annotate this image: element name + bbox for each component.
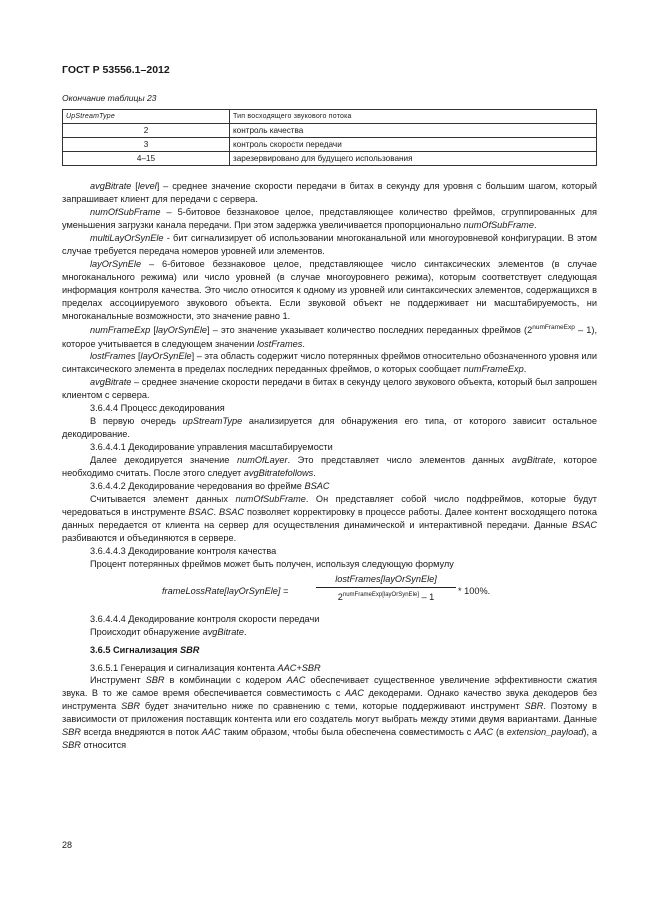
text: .: [313, 468, 316, 479]
term: SBR: [62, 727, 81, 738]
document-body: [62, 180, 597, 752]
formula-numerator: lostFrames[layOrSynEle]: [316, 573, 456, 588]
text: – 6-битовое беззнаковое целое, представляющее число синтаксических элементов (в случае многоканального режима) или число уровней (в случае многоуровнего режима), которым соответствует следующая информация контроля качества. Это число относится к одному из уровней или синтаксических элементов, содержащихся в пределах ассоциируемого звукового объекта. Если звуковой объект не поддерживает ни масштабируемость, ни многоканальные возможности, это значение равно 1.: [62, 258, 597, 321]
subsection-heading: 3.6.4.4.1 Декодирование управления масштабируемости: [90, 442, 333, 453]
paragraph: [62, 232, 597, 258]
term: SBR: [145, 675, 165, 686]
subsection-heading: [62, 662, 597, 675]
text: - бит сигнализирует об использовании многоканальной или многоуровневой конфигурации. В этом случае требуется передача номеров уровней или элементов.: [62, 232, 597, 256]
text: декодерами. Однако качество звука декодеров без инструмента: [62, 688, 597, 712]
term: avgBitrate: [511, 455, 554, 466]
text: . Поэтому в зависимости от приложения поставщик контента или его создатель могут выбрать между этими двумя вариантами. Данные: [62, 701, 597, 725]
table-header-cell: Тип восходящего звукового потока: [230, 110, 597, 124]
formula-rhs: * 100%.: [458, 585, 491, 596]
paragraph: Процент потерянных фреймов может быть получен, используя следующую формулу: [90, 558, 454, 569]
text: В первую очередь: [90, 416, 183, 427]
subsection-heading: 3.6.4.4.4 Декодирование контроля скорости передачи: [90, 613, 320, 624]
term: numOfSubFrame: [90, 206, 161, 217]
table-cell: 4–15: [63, 152, 230, 166]
text: ] – это значение указывает количество последних переданных фреймов (2: [207, 325, 533, 336]
term: numOfSubFrame: [463, 219, 534, 230]
text: ] – среднее значение скорости передачи в битах в секунду для уровня с большим шагом, который запрашивает клиент для передачи с сервера.: [62, 181, 597, 204]
term: BSAC: [571, 519, 597, 530]
term: extension_payload: [506, 727, 584, 738]
formula-denominator: [316, 588, 456, 604]
term: multiLayOrSynEle: [90, 232, 164, 243]
table-cell: контроль скорости передачи: [230, 138, 597, 152]
term: AAC+SBR: [277, 662, 321, 673]
term: numOfLayer: [236, 455, 288, 466]
term: upStreamType: [182, 416, 243, 427]
text: будет значительно ниже по сравнению с теми, которые поддерживают инструмент: [140, 701, 525, 712]
term: AAC: [345, 688, 364, 699]
term: AAC: [474, 727, 494, 738]
term: SBR: [524, 701, 544, 712]
text: . Он представляет собой число подфреймов, которые будут чередоваться в инструменте: [62, 493, 597, 517]
text: .: [302, 338, 305, 349]
text: позволяет корректировку в процессе работы. Далее контент восходящего потока данных передается от клиента на сервер для осуществления динамической и интерактивной передачи. Данные: [62, 506, 597, 530]
upstream-type-table: [62, 109, 597, 166]
text: в комбинации с кодером: [164, 675, 287, 686]
text: [: [131, 181, 138, 191]
text: Считывается элемент данных: [90, 493, 236, 504]
paragraph: [62, 322, 597, 350]
frame-loss-formula: [62, 571, 597, 613]
text: – 1), которое учитывается в следующем значении: [62, 325, 597, 349]
text: Происходит обнаружение: [90, 626, 203, 637]
text: относится: [80, 740, 127, 751]
term: numFrameExp: [90, 325, 151, 336]
text: [: [150, 325, 156, 336]
text: , которое необходимо считать. После этого следует: [62, 455, 597, 479]
term: lostFrames: [90, 351, 136, 362]
text: 3.6.5.1 Генерация и сигнализация контента: [90, 662, 278, 673]
table-cell: зарезервировано для будущего использования: [230, 152, 597, 166]
text: анализируется для обнаружения его типа, от которого зависит остальное декодирование.: [62, 416, 597, 440]
term: BSAC: [304, 480, 330, 491]
paragraph: [62, 258, 597, 323]
text: (в: [493, 727, 507, 738]
text: 3.6.4.4.2 Декодирование чередования во фрейме: [90, 480, 305, 491]
text: 2: [337, 591, 343, 602]
text: Далее декодируется значение: [90, 455, 237, 466]
section-heading: [62, 644, 597, 657]
table-caption: Окончание таблицы 23: [62, 93, 157, 103]
text: – среднее значение скорости передачи в битах в секунду целого звукового объекта, который был запрошен клиентом с сервера.: [62, 377, 597, 401]
subsection-heading: [62, 480, 597, 493]
term: SBR: [62, 740, 81, 751]
paragraph: [62, 376, 597, 402]
table-row: [63, 152, 597, 166]
table-header-row: [63, 110, 597, 124]
text: . Это представляет число элементов данных: [287, 455, 512, 466]
text: обеспечивает существенное увеличение эффективности сжатия звука. В то же самое время обеспечивается совместимость с: [62, 675, 597, 699]
text: Инструмент: [90, 675, 146, 686]
term: layOrSynEle: [155, 325, 208, 336]
term: BSAC: [219, 506, 245, 517]
term: avgBitratefollows: [243, 468, 314, 479]
paragraph: [62, 493, 597, 545]
table-cell: 2: [63, 124, 230, 138]
term: layOrSynEle: [90, 258, 142, 269]
text: ), а: [583, 727, 597, 738]
term: avgBitrate: [202, 626, 244, 637]
term: avgBitrate: [90, 377, 132, 388]
table-row: [63, 124, 597, 138]
text: всегда внедряются в поток: [80, 727, 202, 738]
paragraph: [62, 180, 597, 206]
term: lostFrames: [256, 338, 303, 349]
term: SBR: [121, 701, 141, 712]
text: – 1: [418, 591, 435, 602]
term: SBR: [180, 644, 200, 655]
page-number: 28: [62, 840, 73, 850]
paragraph: [62, 350, 597, 376]
paragraph: [62, 626, 597, 639]
term: AAC: [286, 675, 306, 686]
term: AAC: [201, 727, 221, 738]
text: .: [523, 364, 527, 375]
text: ] – эта область содержит число потерянных фреймов относительно обозначенного уровня или синтаксического элемента в пределах последних переданных фреймов, о которых сообщает: [62, 351, 597, 375]
term: level: [137, 181, 157, 191]
term: layOrSynEle: [140, 351, 192, 362]
paragraph: [62, 674, 597, 752]
document-header: ГОСТ Р 53556.1–2012: [62, 64, 170, 76]
subsection-heading: 3.6.4.4 Процесс декодирования: [90, 403, 225, 414]
term: numFrameExp: [463, 364, 524, 375]
table-cell: 3: [63, 138, 230, 152]
text: .: [533, 219, 537, 230]
table-cell: контроль качества: [230, 124, 597, 138]
text: разбиваются и объединяются в сервере.: [62, 532, 237, 543]
term: avgBitrate: [90, 181, 132, 191]
text: .: [243, 626, 247, 637]
superscript: numFrameExp: [532, 324, 575, 332]
superscript: numFrameExp[layOrSynEle]: [342, 591, 419, 598]
paragraph: [62, 415, 597, 441]
formula-lhs: frameLossRate[layOrSynEle] =: [162, 585, 289, 596]
text: 3.6.5 Сигнализация: [90, 644, 181, 655]
table-header-cell: UpStreamType: [63, 110, 230, 124]
paragraph: [62, 206, 597, 232]
text: .: [213, 506, 220, 517]
paragraph: [62, 454, 597, 480]
formula-fraction: [316, 573, 456, 604]
subsection-heading: 3.6.4.4.3 Декодирование контроля качества: [90, 545, 277, 556]
text: таким образом, чтобы была обеспечена совместимость с: [220, 727, 475, 738]
table-row: [63, 138, 597, 152]
term: BSAC: [188, 506, 214, 517]
text: [: [135, 351, 141, 362]
text: – 5-битовое беззнаковое целое, представляющее количество фреймов, сгруппированных для уменьшения загрузки канала передачи. При этом задержка увеличивается пропорционально: [62, 206, 597, 230]
term: numOfSubFrame: [235, 493, 306, 504]
